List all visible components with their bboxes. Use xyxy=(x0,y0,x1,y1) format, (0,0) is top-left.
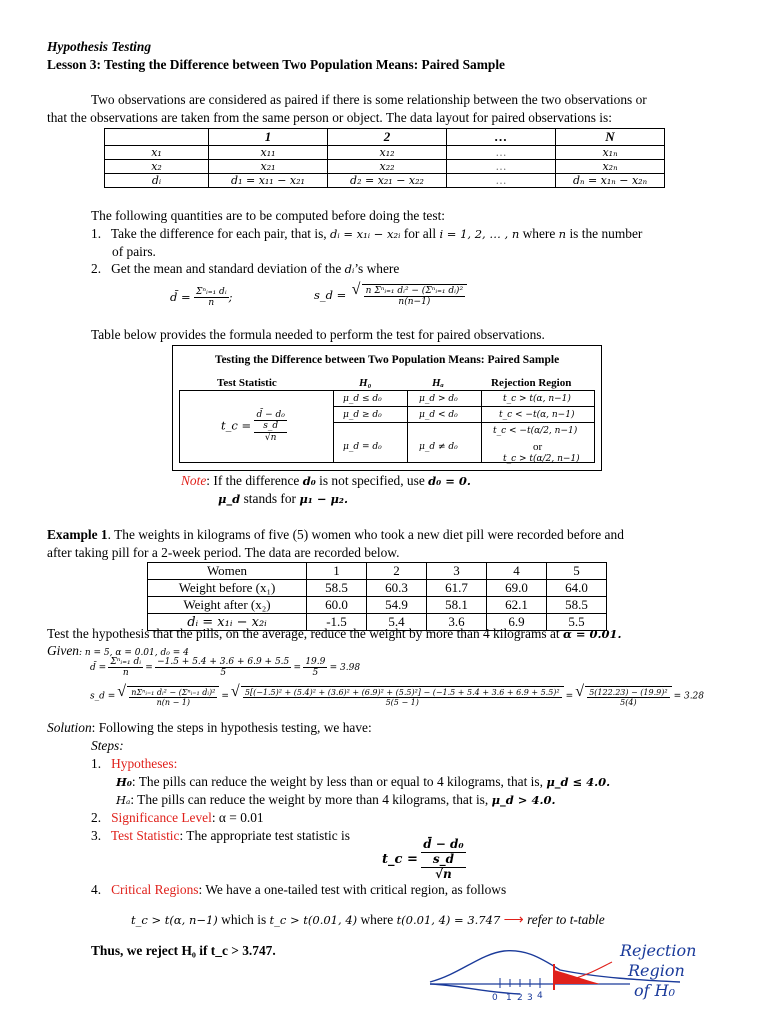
dbar-formula xyxy=(170,287,233,309)
weights-cell: 54.9 xyxy=(367,597,427,614)
given-values: : n = 5, α = 0.01, d₀ = 4 xyxy=(78,648,189,658)
subject-title: Hypothesis Testing xyxy=(47,39,152,54)
col-rejection-region: Rejection Region xyxy=(491,377,572,389)
cr-reference: refer to t-table xyxy=(527,912,605,927)
step-text: : We have a one-tailed test with critical region, as follows xyxy=(198,882,507,897)
math-expression: s_d = xyxy=(90,691,116,702)
h0-row-3: μ_d = d₀ xyxy=(343,442,382,452)
weights-cell: 60.3 xyxy=(367,580,427,597)
weights-header-cell: Women xyxy=(148,563,307,580)
fraction-numerator: Σⁿᵢ₌₁ dᵢ xyxy=(196,287,227,297)
region-note-line-2: Region xyxy=(628,961,685,980)
fraction xyxy=(364,286,465,308)
hypothesis-text: : The pills can reduce the weight by more than 4 kilograms, that is, xyxy=(130,792,489,807)
col-ha: Hₐ xyxy=(432,377,444,389)
note-line-1 xyxy=(181,473,471,489)
formula-table xyxy=(172,345,602,471)
weights-header-cell: 3 xyxy=(427,563,487,580)
row-divider xyxy=(333,406,595,407)
example-line-1 xyxy=(47,527,624,543)
solution-label: Solution xyxy=(47,720,92,735)
item-text: Get the mean and standard deviation of the xyxy=(111,261,342,276)
col-divider xyxy=(407,390,408,463)
steps-text: Steps xyxy=(91,738,120,753)
math-expression: Hₐ xyxy=(116,793,131,807)
given-label: Given xyxy=(47,643,79,658)
conclusion: Thus, we reject H₀ if t_c > 3.747. xyxy=(91,943,276,958)
cr-text: which is xyxy=(221,912,267,927)
weights-cell: 61.7 xyxy=(427,580,487,597)
rejection-region-sketch xyxy=(420,938,760,1020)
fraction-denominator: n xyxy=(208,298,215,309)
critical-region-line xyxy=(131,912,605,929)
quantities-item-2 xyxy=(91,261,399,277)
weights-cell: 69.0 xyxy=(487,580,547,597)
col-divider xyxy=(333,390,334,463)
h0-row-2: μ_d ≥ d₀ xyxy=(343,410,382,420)
note-label: Note xyxy=(181,473,207,488)
example-label: Example 1 xyxy=(47,527,108,542)
step-text: : α = 0.01 xyxy=(211,810,264,825)
fraction xyxy=(155,657,291,679)
item-text: where xyxy=(522,226,556,241)
step-4 xyxy=(91,882,506,898)
region-note-line-3: of H₀ xyxy=(634,981,676,1000)
quantities-lead: The following quantities are to be computed before doing the test: xyxy=(91,208,446,223)
math-expression: = 3.28 xyxy=(673,691,705,702)
step-title: Significance Level xyxy=(111,810,212,825)
layout-header-cell: 1 xyxy=(209,129,328,146)
fraction xyxy=(421,838,465,881)
fraction-numerator: 19.9 xyxy=(305,657,326,667)
layout-cell: x₂ₙ xyxy=(556,160,665,174)
fraction-denominator: n(n−1) xyxy=(398,297,431,308)
weights-header-cell: 2 xyxy=(367,563,427,580)
lesson-title: Lesson 3: Testing the Difference between Two Population Means: Paired Sample xyxy=(47,57,505,72)
math-expression: μ_d ≤ 4.0. xyxy=(546,775,611,789)
formula-table-title: Testing the Difference between Two Population Means: Paired Sample xyxy=(214,354,560,366)
layout-cell: x₂₁ xyxy=(209,160,328,174)
col-test-statistic: Test Statistic xyxy=(217,377,277,389)
region-note-line-1: Rejection xyxy=(620,941,697,960)
math-expression: t_c = xyxy=(221,418,252,433)
fraction xyxy=(194,287,229,309)
weights-cell: 5.5 xyxy=(547,614,607,631)
math-expression: α = 0.01. xyxy=(562,627,622,641)
math-expression: t(0.01, 4) = 3.747 xyxy=(396,913,501,927)
math-expression: d̄ = xyxy=(170,289,191,304)
fraction-numerator: √ n Σⁿᵢ₌₁ dᵢ² − (Σⁿᵢ₌₁ dᵢ)² xyxy=(365,286,464,296)
step-title: Hypotheses xyxy=(111,756,174,771)
example-text: . The weights in kilograms of five (5) women who took a new diet pill were recorded before and xyxy=(107,527,624,542)
math-expression: = xyxy=(221,691,229,702)
fraction xyxy=(108,657,143,679)
weights-table xyxy=(147,562,607,631)
weights-cell: 5.4 xyxy=(367,614,427,631)
fraction-denominator: 5(5 − 1) xyxy=(385,698,419,708)
weights-header-cell: 5 xyxy=(547,563,607,580)
weights-cell: 64.0 xyxy=(547,580,607,597)
layout-header-cell xyxy=(105,129,209,146)
weights-cell: Weight before (x₁) xyxy=(148,580,307,597)
axis-label-3: 3 xyxy=(527,993,533,1003)
col-h0: H₀ xyxy=(359,377,372,389)
step-number: 3. xyxy=(91,828,102,843)
ha-row-2: μ_d < d₀ xyxy=(419,410,458,420)
weights-cell: 60.0 xyxy=(307,597,367,614)
layout-header-cell: 2 xyxy=(328,129,447,146)
sd-computation xyxy=(90,686,704,707)
layout-cell: d₁ = x₁₁ − x₂₁ xyxy=(209,174,328,188)
weights-header-cell: 4 xyxy=(487,563,547,580)
fraction-numerator: −1.5 + 5.4 + 3.6 + 6.9 + 5.5 xyxy=(157,657,290,667)
math-expression: d₀ = 0. xyxy=(428,474,471,488)
fraction-numerator: √ nΣⁿᵢ₌₁ dᵢ² − (Σⁿᵢ₌₁ dᵢ)² xyxy=(131,688,216,697)
rejection-fill xyxy=(554,970,600,984)
math-expression: = 3.98 xyxy=(329,662,361,673)
steps-colon: : xyxy=(119,738,124,753)
fraction-numerator: Σⁿᵢ₌₁ dᵢ xyxy=(110,657,142,667)
item-text: is the number xyxy=(569,226,643,241)
fraction-numerator: √ 5[(−1.5)² + (5.4)² + (3.6)² + (6.9)² + (5.5)²] − (−1.5 + 5.4 + 3.6 + 6.9 + 5.5)² xyxy=(244,688,560,697)
layout-cell: x₁ₙ xyxy=(556,146,665,160)
rr-row-1: t_c > t(α, n−1) xyxy=(503,394,571,404)
weights-header-cell: 1 xyxy=(307,563,367,580)
fraction-denominator: √n xyxy=(435,866,452,881)
math-expression: dᵢ = x₁ᵢ − x₂ᵢ xyxy=(330,227,401,241)
col-divider xyxy=(481,390,482,463)
math-expression: ; xyxy=(228,289,233,304)
layout-cell: x₂ xyxy=(105,160,209,174)
hypothesis-text: : The pills can reduce the weight by less than or equal to 4 kilograms, that is, xyxy=(131,774,543,789)
math-expression: t_c > t(0.01, 4) xyxy=(269,913,358,927)
layout-cell: … xyxy=(447,160,556,174)
step-number: 1. xyxy=(91,756,102,771)
rr-row-3a: t_c < −t(α/2, n−1) xyxy=(493,426,578,436)
rr-row-3-or: or xyxy=(533,441,543,453)
ha-row-3: μ_d ≠ d₀ xyxy=(419,442,458,452)
math-expression: d₀ xyxy=(302,474,316,488)
rr-row-3b: t_c > t(α/2, n−1) xyxy=(503,454,580,464)
square-root xyxy=(241,686,564,707)
step-1 xyxy=(91,756,177,772)
fraction-denominator: 5 xyxy=(220,668,227,679)
solution-line xyxy=(47,720,372,736)
fraction xyxy=(243,688,562,707)
test-text: Test the hypothesis that the pills, on the average, reduce the weight by more than 4 kilograms at xyxy=(47,626,560,641)
layout-header-cell: … xyxy=(447,129,556,146)
h0-row-1: μ_d ≤ d₀ xyxy=(343,394,382,404)
row-divider xyxy=(333,422,595,423)
math-expression: = xyxy=(145,662,153,673)
axis-label-2: 2 xyxy=(517,993,523,1003)
fraction-numerator: s_d xyxy=(421,853,465,868)
table-row xyxy=(105,174,665,188)
layout-cell: x₁₂ xyxy=(328,146,447,160)
fraction-denominator: n xyxy=(122,668,129,679)
fraction-denominator: 5 xyxy=(312,668,319,679)
dbar-computation xyxy=(90,657,360,679)
table-row xyxy=(148,563,607,580)
layout-cell: x₁ xyxy=(105,146,209,160)
note-text: stands for xyxy=(243,491,297,506)
table-row xyxy=(105,146,665,160)
math-expression: t_c = xyxy=(382,851,418,867)
note-line-2 xyxy=(218,491,348,507)
step-colon: : xyxy=(173,756,178,771)
weights-cell: 58.5 xyxy=(307,580,367,597)
math-expression: = xyxy=(565,691,574,702)
sd-formula xyxy=(314,284,467,308)
steps-label xyxy=(91,738,124,754)
math-expression: d̄ = xyxy=(90,662,107,673)
fraction-numerator: s_d xyxy=(254,421,286,432)
square-root xyxy=(585,686,671,707)
step-text: : The appropriate test statistic is xyxy=(179,828,350,843)
fraction xyxy=(129,688,217,707)
math-expression: dᵢ xyxy=(344,262,355,276)
math-expression: μ_d xyxy=(218,492,241,506)
layout-cell: x₂₂ xyxy=(328,160,447,174)
quantities-item-1 xyxy=(91,226,642,242)
step-3 xyxy=(91,828,350,844)
fraction-denominator xyxy=(421,853,465,882)
square-root xyxy=(362,284,467,308)
h0-statement xyxy=(116,774,610,790)
note-text: : If the difference xyxy=(206,473,300,488)
weights-cell: Weight after (x₂) xyxy=(148,597,307,614)
region-note xyxy=(619,941,696,1000)
axis-label-4: 4 xyxy=(537,991,543,1001)
layout-cell: dₙ = x₁ₙ − x₂ₙ xyxy=(556,174,665,188)
weights-cell: 58.5 xyxy=(547,597,607,614)
quantities-item-1-cont: of pairs. xyxy=(112,244,156,259)
intro-line-2: that the observations are taken from the same person or object. The data layout for paired observations is: xyxy=(47,110,612,125)
step-number: 4. xyxy=(91,882,102,897)
fraction-numerator: d̄ − d₀ xyxy=(256,410,285,420)
layout-cell: x₁₁ xyxy=(209,146,328,160)
math-expression: i = 1, 2, … , n xyxy=(439,227,520,241)
item-text: Take the difference for each pair, that is, xyxy=(110,226,327,241)
weights-cell: dᵢ = x₁ᵢ − x₂ᵢ xyxy=(148,614,307,631)
layout-cell: d₂ = x₂₁ − x₂₂ xyxy=(328,174,447,188)
layout-header-cell: N xyxy=(556,129,665,146)
item-number: 1. xyxy=(91,226,102,241)
step-title: Test Statistic xyxy=(110,828,180,843)
weights-cell: -1.5 xyxy=(307,614,367,631)
ha-statement xyxy=(116,792,555,808)
weights-cell: 6.9 xyxy=(487,614,547,631)
table-row xyxy=(105,129,665,146)
step-2 xyxy=(91,810,264,826)
test-statistic-formula xyxy=(221,410,287,443)
cr-text: where xyxy=(360,912,394,927)
note-text: is not specified, use xyxy=(319,473,425,488)
fraction-numerator: √ 5(122.23) − (19.9)² xyxy=(589,688,668,697)
test-statistic-display xyxy=(382,838,466,881)
layout-cell: dᵢ xyxy=(105,174,209,188)
step-title: Critical Regions xyxy=(111,882,199,897)
item-text: for all xyxy=(403,226,437,241)
table-row xyxy=(105,160,665,174)
axis-label-1: 1 xyxy=(506,993,512,1003)
weights-cell: 3.6 xyxy=(427,614,487,631)
fraction xyxy=(254,410,286,443)
fraction xyxy=(587,688,669,707)
right-arrow-icon: ⟶ xyxy=(503,913,524,928)
paired-layout-table xyxy=(104,128,665,188)
weights-cell: 58.1 xyxy=(427,597,487,614)
formula-table-intro: Table below provides the formula needed to perform the test for paired observations. xyxy=(91,327,545,342)
math-expression: μ₁ − μ₂. xyxy=(299,492,348,506)
item-number: 2. xyxy=(91,261,102,276)
example-line-2: after taking pill for a 2-week period. The data are recorded below. xyxy=(47,545,400,560)
fraction-denominator: n(n − 1) xyxy=(156,698,191,708)
test-hypothesis-text xyxy=(47,626,621,642)
math-expression: s_d = xyxy=(314,287,347,302)
ha-row-1: μ_d > d₀ xyxy=(419,394,458,404)
math-expression: n xyxy=(558,227,567,241)
layout-cell: … xyxy=(447,174,556,188)
fraction xyxy=(303,657,327,679)
fraction-denominator xyxy=(254,421,286,443)
layout-cell: … xyxy=(447,146,556,160)
weights-cell: 62.1 xyxy=(487,597,547,614)
math-expression: = xyxy=(293,662,302,673)
rr-row-2: t_c < −t(α, n−1) xyxy=(499,410,575,420)
step-number: 2. xyxy=(91,810,102,825)
fraction-denominator: √n xyxy=(264,432,277,443)
axis-label-0: 0 xyxy=(492,993,498,1003)
math-expression: μ_d > 4.0. xyxy=(491,793,556,807)
item-text: ’s where xyxy=(354,261,400,276)
math-expression: t_c > t(α, n−1) xyxy=(131,913,218,927)
intro-line-1: Two observations are considered as paired if there is some relationship between the two observations or xyxy=(91,92,647,107)
math-expression: H₀ xyxy=(116,775,132,789)
square-root xyxy=(127,686,219,707)
table-row xyxy=(148,597,607,614)
fraction-denominator: 5(4) xyxy=(620,698,637,708)
table-row xyxy=(148,580,607,597)
fraction-numerator: d̄ − d₀ xyxy=(423,837,464,851)
solution-text: : Following the steps in hypothesis testing, we have: xyxy=(91,720,372,735)
